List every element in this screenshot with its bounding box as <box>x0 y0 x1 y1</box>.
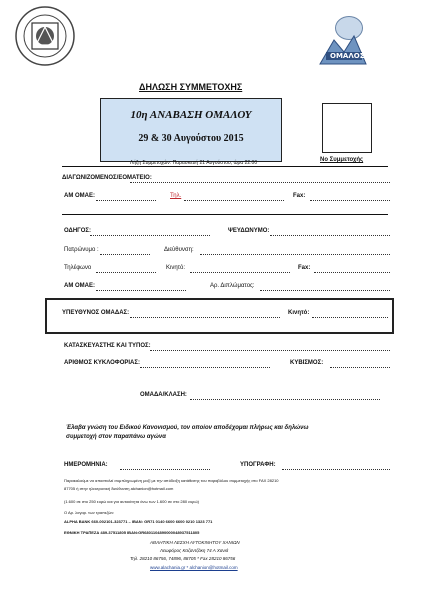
phone-label: Τηλέφωνο <box>64 265 92 271</box>
declaration-line1: Έλαβα γνώση του Ειδικού Κανονισμού, τον οποίον αποδέχομαι πλήρως και δηλώνω <box>66 425 309 431</box>
omalos-logo <box>316 24 370 70</box>
group-class-label: ΟΜΑΔΑ/ΚΛΑΣΗ: <box>140 392 187 398</box>
pseudonym-label: ΨΕΥΔΩΝΥΜΟ: <box>228 228 270 234</box>
pseudonym-field[interactable] <box>270 235 390 236</box>
date-label: ΗΜΕΡΟΜΗΝΙΑ: <box>64 462 108 468</box>
note2: 87705 ή στην ηλεκτρονική διεύθυνση alchanion@hotmail.com <box>64 486 174 491</box>
fax2-label: Fax: <box>298 265 311 271</box>
driver-label: ΟΔΗΓΟΣ: <box>64 228 92 234</box>
fax-field[interactable] <box>310 200 390 201</box>
sign-label: ΥΠΟΓΡΑΦΗ: <box>240 462 276 468</box>
event-dates: 29 & 30 Αυγούστου 2015 <box>138 133 244 144</box>
date-field[interactable] <box>120 469 210 470</box>
note1: Παρακαλούμε να αποσταλεί συμπληρωμένη μαζί με την απόδειξη κατάθεσης του παραβόλου συμμετοχής στο FAX 28210 <box>64 478 279 483</box>
displacement-label: ΚΥΒΙΣΜΟΣ: <box>290 360 324 366</box>
fax-label: Fax: <box>293 193 306 199</box>
competitor-label: ΔΙΑΓΩΝΙΖΟΜΕΝΟΣ/ΕΟΜΑΤΕΙΟ: <box>62 175 152 181</box>
am-omae2-field[interactable] <box>96 290 186 291</box>
bank-intro: Ο Αρ. λογαρ. των τραπεζών: <box>64 510 115 515</box>
license-label: Αρ. Διπλώματος: <box>210 283 255 289</box>
entry-number-box[interactable] <box>322 103 372 153</box>
event-title-block <box>100 98 282 162</box>
fee-note: (1.600 σε στο 250 ευρώ και για αυτοκίνητα άνω των 1.600 σε στο 280 ευρώ) <box>64 499 199 504</box>
am-omae-label: ΑΜ ΟΜΑΕ: <box>64 193 95 199</box>
patronym-field[interactable] <box>100 254 150 255</box>
form-heading: ΔΗΛΩΣΗ ΣΥΜΜΕΤΟΧΗΣ <box>139 82 243 92</box>
driver-field[interactable] <box>90 235 210 236</box>
sign-field[interactable] <box>282 469 390 470</box>
am-omae-field[interactable] <box>96 200 156 201</box>
manufacturer-label: ΚΑΤΑΣΚΕΥΑΣΤΗΣ ΚΑΙ ΤΥΠΟΣ: <box>64 343 151 349</box>
entry-number-label: Νο Συμμετοχής <box>320 157 364 163</box>
club-phones: Τηλ. 28210 86756, 74896, 88705 * Fax 28210 86756 <box>130 556 236 561</box>
mobile-label: Κινητό: <box>166 265 186 271</box>
deadline-text: Λήξη Συμμετοχών: Παρασκευή 21 Αυγούστου, ώρα 22:00 <box>130 160 258 166</box>
manufacturer-field[interactable] <box>150 350 390 351</box>
displacement-field[interactable] <box>330 367 390 368</box>
mobile2-label: Κινητό: <box>288 310 310 316</box>
plate-label: ΑΡΙΘΜΟΣ ΚΥΚΛΟΦΟΡΙΑΣ: <box>64 360 140 366</box>
ethniki-bank: ΕΘΝΙΚΗ ΤΡΑΠΕΖΑ 489-37511805 IBAN:GR6801104890000048937511805 <box>64 530 200 535</box>
declaration-line2: συμμετοχή στον παραπάνω αγώνα <box>66 434 166 440</box>
license-field[interactable] <box>260 290 390 291</box>
alpha-bank: ALPHA BANK 660-002101-323771 – IBAN: GR71 0140 6600 6600 0210 1323 771 <box>64 519 213 524</box>
group-class-field[interactable] <box>190 399 380 400</box>
club-street: Λεωφόρος Καζαντζάκη 74 Α Χανιά <box>160 548 229 553</box>
club-name: ΑΘΛΗΤΙΚΗ ΛΕΣΧΗ ΑΥΤΟΚΙΝΗΤΟΥ ΧΑΝΙΩΝ <box>150 540 240 545</box>
tel-label: Τηλ. <box>170 193 182 199</box>
address-field[interactable] <box>200 254 390 255</box>
mobile-field[interactable] <box>190 272 290 273</box>
team-responsible-box <box>45 298 394 334</box>
address-label: Διεύθυνση: <box>164 247 194 253</box>
competitor-field[interactable] <box>130 182 390 183</box>
patronym-label: Πατρώνυμο : <box>64 247 99 253</box>
tel-field[interactable] <box>184 200 284 201</box>
plate-field[interactable] <box>140 367 270 368</box>
club-logo <box>14 5 76 67</box>
fax2-field[interactable] <box>314 272 390 273</box>
mobile2-field[interactable] <box>312 317 388 318</box>
event-title: 10η ΑΝΑΒΑΣΗ ΟΜΑΛΟΥ <box>130 109 252 121</box>
am-omae2-label: ΑΜ ΟΜΑΕ: <box>64 283 95 289</box>
phone-field[interactable] <box>96 272 156 273</box>
svg-text:ΟΜΑΛΟΣ: ΟΜΑΛΟΣ <box>330 52 365 60</box>
club-web[interactable]: www.alachania.gr * alchanion@hotmail.com <box>150 565 238 570</box>
team-responsible-label: ΥΠΕΥΘΥΝΟΣ ΟΜΑΔΑΣ: <box>62 310 130 316</box>
team-responsible-field[interactable] <box>130 317 280 318</box>
